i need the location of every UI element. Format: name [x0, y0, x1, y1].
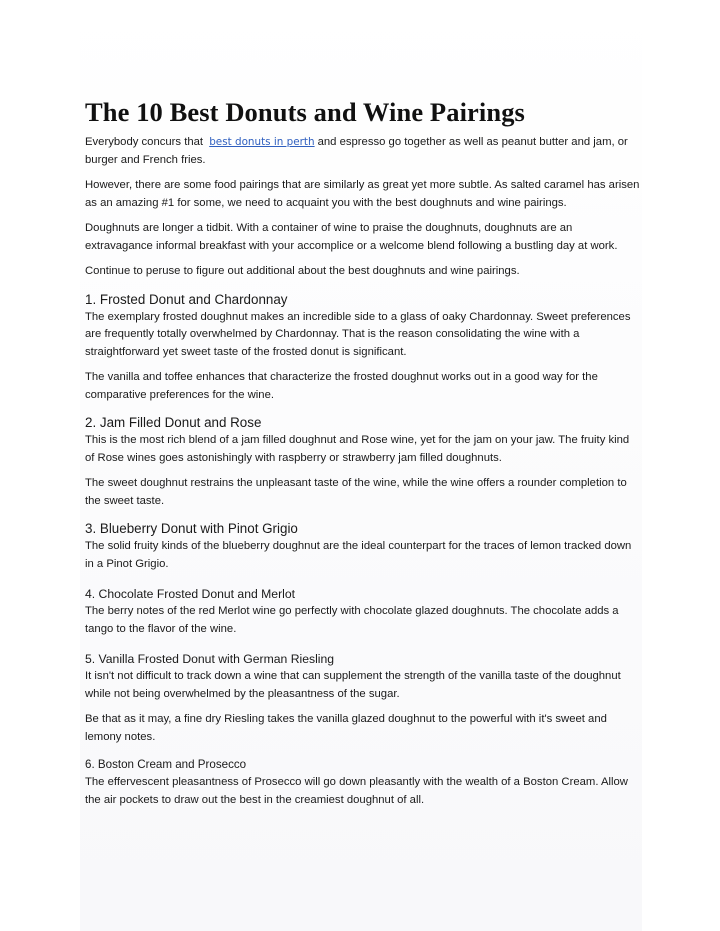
intro-text-after: and espresso go together as well as peanut butter and jam, or burger and French fries. [85, 136, 628, 166]
body-paragraph: Continue to peruse to figure out additional about the best doughnuts and wine pairings. [85, 265, 520, 277]
section-paragraph: Be that as it may, a fine dry Riesling takes the vanilla glazed doughnut to the powerful with it's sweet and lemony notes. [85, 713, 607, 743]
body-paragraph: Doughnuts are longer a tidbit. With a container of wine to praise the doughnuts, doughnuts are an extravagance informal breakfast with your accomplice or a welcome blend following a bustling day at work. [85, 222, 618, 252]
section-paragraph: The effervescent pleasantness of Prosecco will go down pleasantly with the wealth of a Boston Cream. Allow the air pockets to draw out the best in the creamiest doughnut of all. [85, 776, 628, 806]
section-paragraph: The exemplary frosted doughnut makes an incredible side to a glass of oaky Chardonnay. Sweet preferences are frequently totally overwhelmed by Chardonnay. That is the reason consolidating the wine with a straightforward yet sweet taste of the frosted donut is significant. [85, 310, 631, 358]
document-content [85, 96, 640, 817]
section-heading-3: 3. Blueberry Donut with Pinot Grigio [85, 521, 298, 536]
section-paragraph: It isn't not difficult to track down a wine that can supplement the strength of the vanilla taste of the doughnut while not being overwhelmed by the pleasantness of the sugar. [85, 670, 621, 700]
best-donuts-link[interactable]: best donuts in perth [209, 136, 315, 148]
section-heading-6: 6. Boston Cream and Prosecco [85, 758, 247, 771]
body-paragraph: However, there are some food pairings that are similarly as great yet more subtle. As salted caramel has arisen as an amazing #1 for some, we need to acquaint you with the best doughnuts and wine pairings. [85, 179, 640, 209]
page-title: The 10 Best Donuts and Wine Pairings [85, 97, 525, 127]
section-paragraph: The sweet doughnut restrains the unpleasant taste of the wine, while the wine offers a rounder completion to the sweet taste. [85, 477, 627, 507]
section-paragraph: The berry notes of the red Merlot wine go perfectly with chocolate glazed doughnuts. The chocolate adds a tango to the flavor of the wine. [85, 605, 619, 635]
section-heading-4: 4. Chocolate Frosted Donut and Merlot [85, 587, 296, 601]
section-heading-2: 2. Jam Filled Donut and Rose [85, 415, 262, 430]
section-paragraph: The vanilla and toffee enhances that characterize the frosted doughnut works out in a good way for the comparative preferences for the wine. [85, 371, 598, 401]
intro-paragraph [85, 134, 640, 169]
section-heading-5: 5. Vanilla Frosted Donut with German Riesling [85, 652, 335, 666]
section-paragraph: This is the most rich blend of a jam filled doughnut and Rose wine, yet for the jam on your jaw. The fruity kind of Rose wines goes astonishingly with raspberry or strawberry jam filled doughnuts. [85, 434, 630, 464]
section-heading-1: 1. Frosted Donut and Chardonnay [85, 291, 288, 307]
section-paragraph: The solid fruity kinds of the blueberry doughnut are the ideal counterpart for the traces of lemon tracked down in a Pinot Grigio. [85, 540, 632, 570]
intro-text-before: Everybody concurs that [85, 136, 204, 148]
